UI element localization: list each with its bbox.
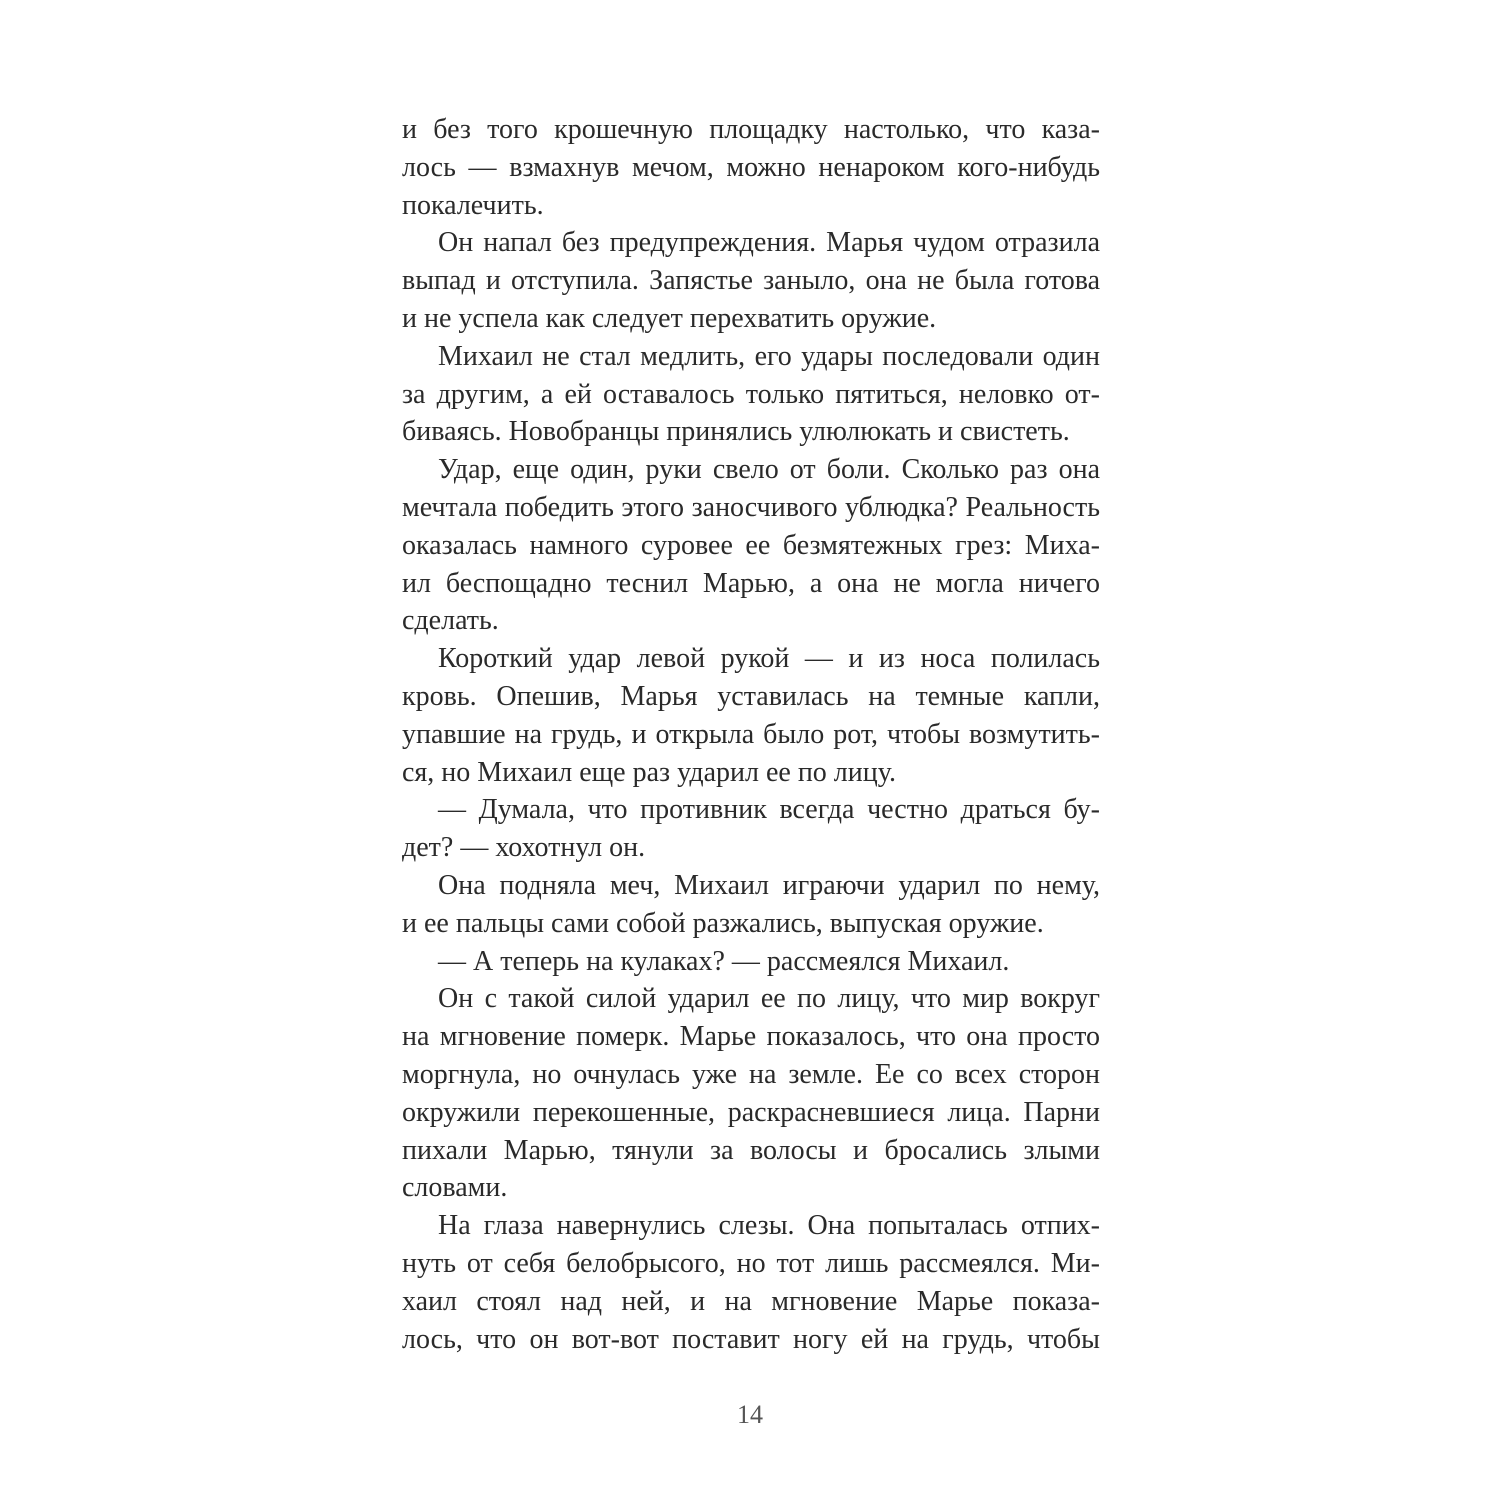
text-line: упавшие на грудь, и открыла было рот, чтобы возмутить- [402, 718, 1100, 750]
text-line: пихали Марью, тянули за волосы и бросались злыми [402, 1134, 1100, 1166]
text-line: Удар, еще один, руки свело от боли. Сколько раз она [438, 454, 1100, 486]
text-line: и не успела как следует перехватить оружие. [402, 302, 937, 334]
text-line: сделать. [402, 605, 499, 637]
text-line: лось — взмахнув мечом, можно ненароком кого-нибудь [402, 151, 1100, 183]
text-line: нуть от себя белобрысого, но тот лишь рассмеялся. Ми- [402, 1247, 1100, 1279]
page-number: 14 [737, 1400, 763, 1429]
text-line: Короткий удар левой рукой — и из носа полилась [438, 643, 1100, 675]
text-line: за другим, а ей оставалось только пятиться, неловко от- [402, 378, 1100, 410]
text-line: кровь. Опешив, Марья уставилась на темные капли, [402, 680, 1100, 712]
text-line: — А теперь на кулаках? — рассмеялся Михаил. [438, 945, 1010, 977]
text-line: биваясь. Новобранцы принялись улюлюкать и свистеть. [402, 416, 1070, 448]
text-line: ил беспощадно теснил Марью, а она не могла ничего [402, 567, 1100, 599]
text-line: и ее пальцы сами собой разжались, выпуская оружие. [402, 907, 1044, 939]
text-line: Михаил не стал медлить, его удары последовали один [438, 340, 1100, 372]
text-line: словами. [402, 1172, 508, 1204]
text-line: хаил стоял над ней, и на мгновение Марье показа- [402, 1285, 1100, 1317]
text-line: — Думала, что противник всегда честно драться бу- [438, 794, 1100, 826]
text-line: покалечить. [402, 189, 544, 221]
text-line: оказалась намного суровее ее безмятежных грез: Миха- [402, 529, 1100, 561]
page-body-text [402, 111, 1100, 1358]
text-line: На глаза навернулись слезы. Она попыталась отпих- [438, 1210, 1100, 1242]
text-line: окружили перекошенные, раскрасневшиеся лица. Парни [402, 1096, 1100, 1128]
text-line: выпад и отступила. Запястье заныло, она не была готова [402, 265, 1100, 297]
text-line: мечтала победить этого заносчивого ублюдка? Реальность [402, 491, 1100, 523]
text-line: лось, что он вот-вот поставит ногу ей на грудь, чтобы [402, 1323, 1100, 1355]
text-line: дет? — хохотнул он. [402, 832, 646, 864]
text-line: Она подняла меч, Михаил играючи ударил по нему, [438, 869, 1100, 901]
text-line: Он с такой силой ударил ее по лицу, что мир вокруг [438, 983, 1100, 1015]
text-line: ся, но Михаил еще раз ударил ее по лицу. [402, 756, 896, 788]
text-line: моргнула, но очнулась уже на земле. Ее со всех сторон [402, 1058, 1100, 1090]
text-line: на мгновение померк. Марье показалось, что она просто [402, 1021, 1100, 1053]
text-line: и без того крошечную площадку настолько, что каза- [402, 114, 1100, 145]
text-line: Он напал без предупреждения. Марья чудом отразила [438, 227, 1100, 259]
